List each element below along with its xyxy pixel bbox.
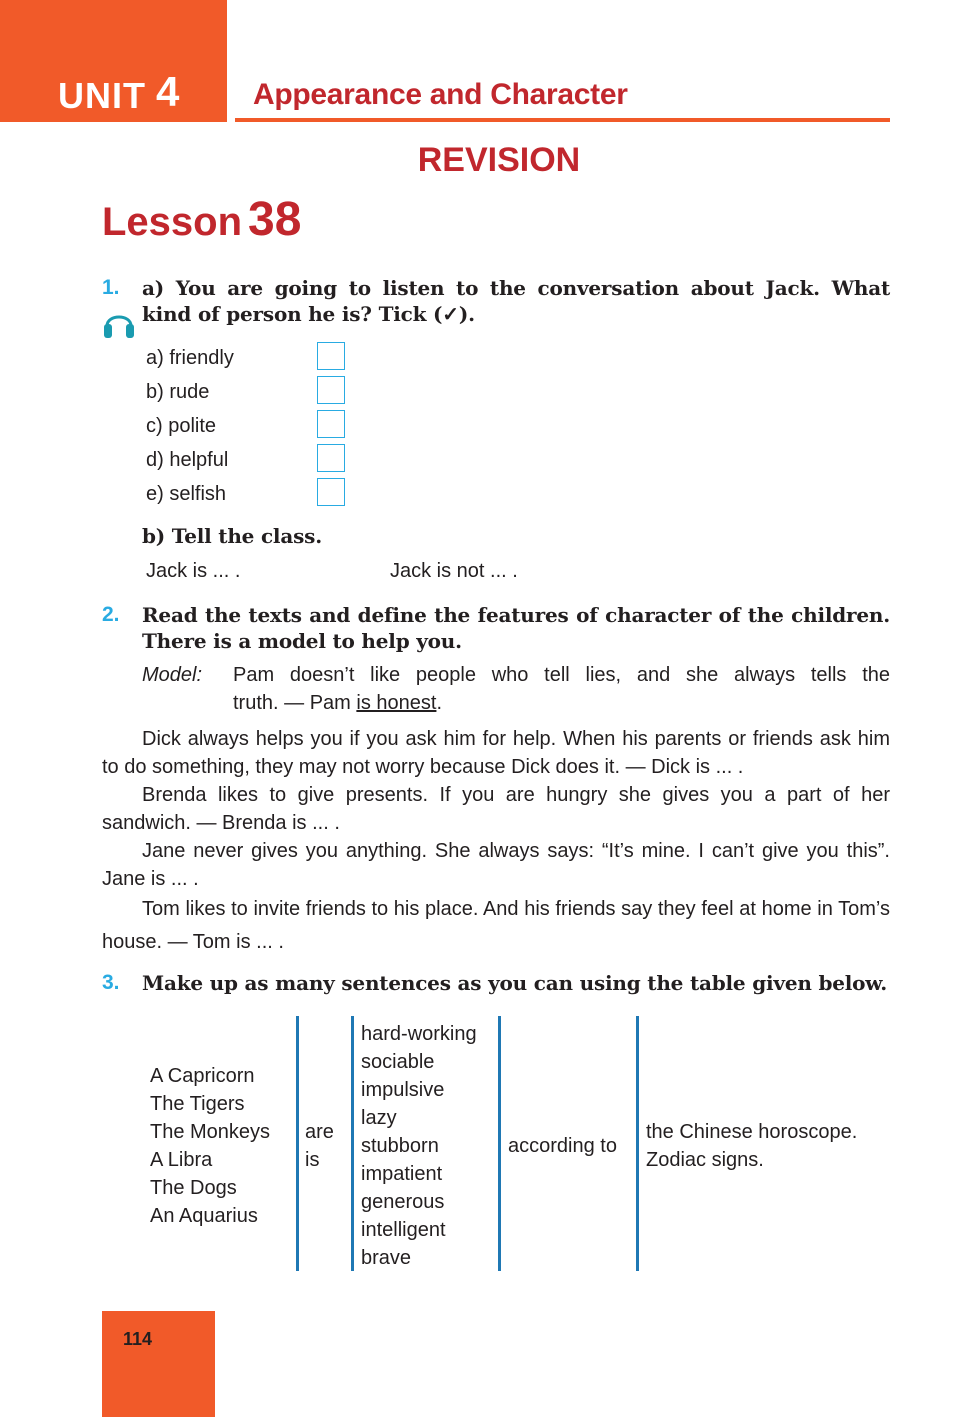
- option-helpful: d) helpful: [146, 449, 229, 471]
- subjects-column: [150, 1062, 270, 1230]
- paragraph-tom: Tom likes to invite friends to his place. And his friends say they feel at home in Tom’s house. — Tom is ... .: [102, 898, 890, 953]
- exercise-3-number: 3.: [102, 971, 120, 994]
- endings-column: [646, 1118, 857, 1174]
- checkbox-helpful[interactable]: [317, 444, 345, 472]
- paragraph-brenda: Brenda likes to give presents. If you are hungry she gives you a part of her sandwich. — Brenda is ... .: [102, 784, 890, 834]
- table-divider: [498, 1016, 501, 1271]
- preposition-cell: according to: [508, 1135, 617, 1157]
- page-number-box: [102, 1311, 215, 1417]
- exercise-1-instruction-line2: kind of person he is? Tick (✓).: [142, 302, 475, 326]
- verbs-column: [305, 1118, 334, 1174]
- adjective-item: brave: [361, 1247, 412, 1269]
- adjective-item: sociable: [361, 1051, 435, 1073]
- verb-item: are: [305, 1121, 334, 1143]
- adjective-item: lazy: [361, 1107, 397, 1129]
- option-friendly: a) friendly: [146, 347, 234, 369]
- adjective-item: intelligent: [361, 1219, 446, 1241]
- exercise-2-number: 2.: [102, 603, 120, 626]
- table-divider: [351, 1016, 354, 1271]
- exercise-2-instruction-line1: Read the texts and define the features of character of the children.: [142, 603, 890, 627]
- checkbox-friendly[interactable]: [317, 342, 345, 370]
- exercise-1-part-b: b) Tell the class.: [142, 524, 322, 548]
- subject-item: A Libra: [150, 1149, 213, 1171]
- model-label: Model:: [142, 664, 203, 686]
- adjective-item: generous: [361, 1191, 445, 1213]
- unit-number: 4: [156, 68, 181, 115]
- model-answer: is honest: [356, 692, 437, 714]
- subject-item: A Capricorn: [150, 1065, 255, 1087]
- option-selfish: e) selfish: [146, 483, 227, 505]
- lesson-title: Lesson 38: [102, 193, 302, 246]
- paragraph-jane: Jane never gives you anything. She always says: “It’s mine. I can’t give you this”. Jane is ... .: [102, 840, 890, 890]
- subject-item: The Dogs: [150, 1177, 237, 1199]
- adjectives-column: [361, 1020, 477, 1272]
- verb-item: is: [305, 1149, 320, 1171]
- subject-item: The Monkeys: [150, 1121, 271, 1143]
- model-line-2: truth. — Pam is honest.: [233, 692, 442, 714]
- subject-item: The Tigers: [150, 1093, 245, 1115]
- adjective-item: hard-working: [361, 1023, 477, 1045]
- exercise-1-number: 1.: [102, 276, 120, 299]
- lesson-number: 38: [248, 193, 302, 246]
- adjective-item: stubborn: [361, 1135, 439, 1157]
- exercise-2-instruction-line2: There is a model to help you.: [142, 629, 462, 653]
- checkbox-selfish[interactable]: [317, 478, 345, 506]
- adjective-item: impulsive: [361, 1079, 445, 1101]
- page-number: 114: [123, 1329, 153, 1349]
- ending-item: the Chinese horoscope.: [646, 1121, 858, 1143]
- unit-title: Appearance and Character: [253, 78, 628, 111]
- paragraph-dick: Dick always helps you if you ask him for help. When his parents or friends ask him to do something, they may not worry because Dick does it. — Dick is ... .: [102, 728, 890, 778]
- jack-is-not-prompt: Jack is not ... .: [390, 560, 518, 582]
- option-polite: c) polite: [146, 415, 217, 437]
- exercise-1-instruction-line1: a) You are going to listen to the conversation about Jack. What: [142, 276, 890, 300]
- ending-item: Zodiac signs.: [646, 1149, 764, 1171]
- headphones-icon: [103, 306, 135, 340]
- model-line-1: Pam doesn’t like people who tell lies, and she always tells the: [233, 664, 890, 686]
- exercise-3-instruction: Make up as many sentences as you can using the table given below.: [142, 971, 888, 995]
- checkbox-polite[interactable]: [317, 410, 345, 438]
- adjective-item: impatient: [361, 1163, 443, 1185]
- jack-is-prompt: Jack is ... .: [146, 560, 241, 582]
- option-rude: b) rude: [146, 381, 210, 403]
- table-divider: [636, 1016, 639, 1271]
- subject-item: An Aquarius: [150, 1205, 258, 1227]
- revision-heading: REVISION: [417, 141, 581, 179]
- table-divider: [296, 1016, 299, 1271]
- unit-label: UNIT 4: [58, 68, 181, 116]
- checkbox-rude[interactable]: [317, 376, 345, 404]
- header-rule: [235, 118, 890, 122]
